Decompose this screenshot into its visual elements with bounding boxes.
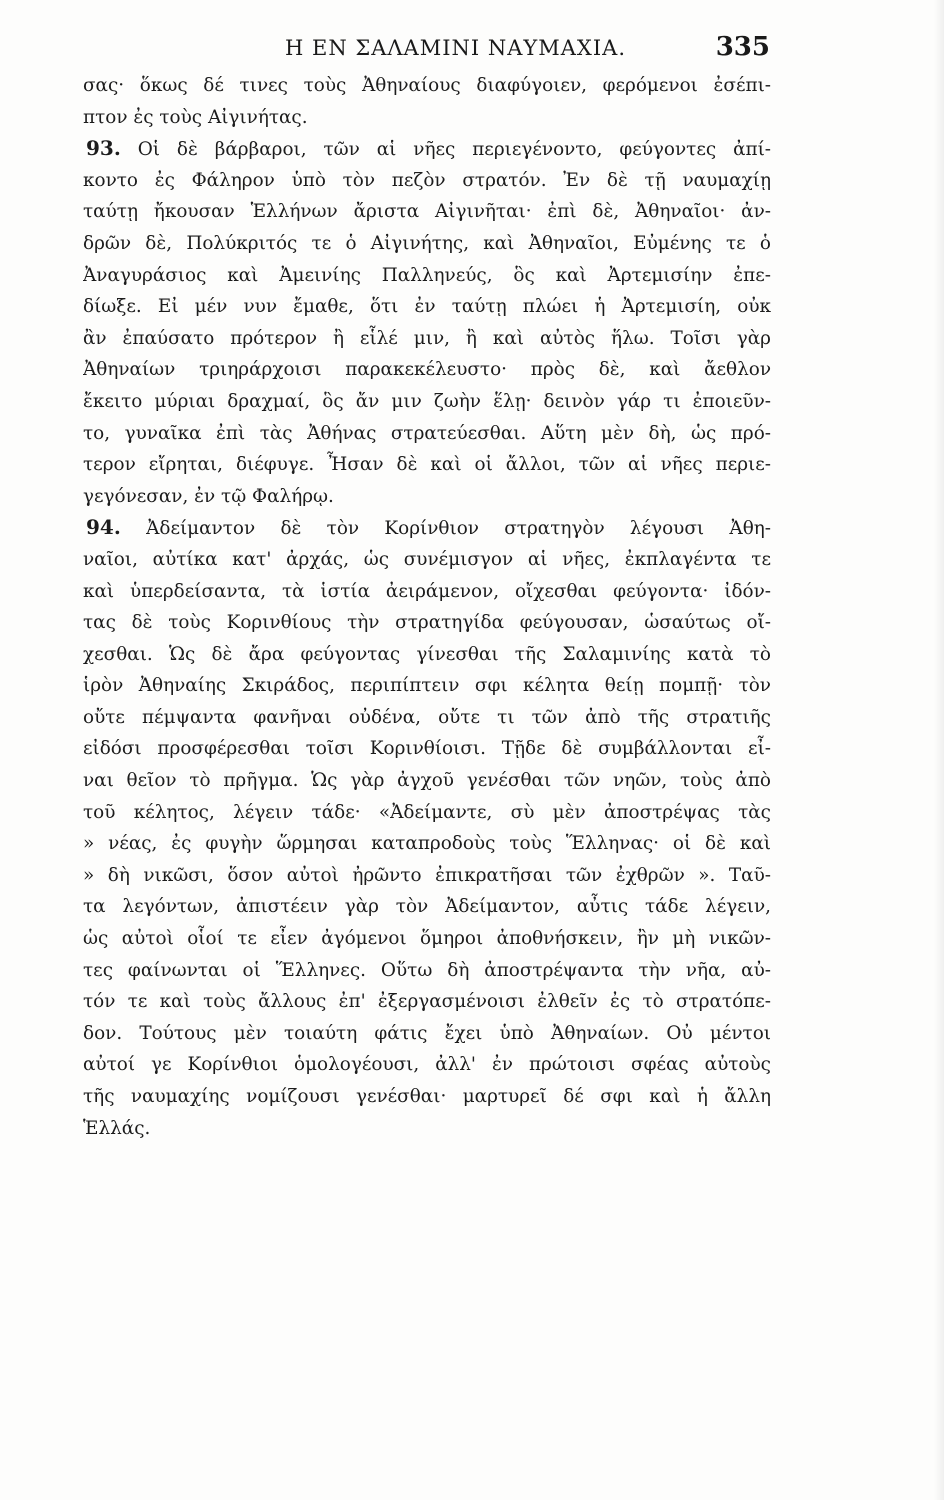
line-text: τας δὲ τοὺς Κορινθίους τὴν στρατηγίδα φεύγουσαν, ὡσαύτως οἴ- [83,612,771,634]
line-text: Ἀναγυράσιος καὶ Ἀμεινίης Παλληνεύς, ὃς καὶ Ἀρτεμισίην ἐπε- [83,264,771,286]
line-text: Ἑλλάς. [83,1117,151,1139]
line-text: τες φαίνωνται οἱ Ἕλληνες. Οὕτω δὴ ἀποστρέψαντα τὴν νῆα, αὐ- [83,959,771,981]
text-line [83,797,771,829]
text-line [83,512,771,544]
line-text: ἂν ἐπαύσατο πρότερον ἢ εἷλέ μιν, ἢ καὶ αὐτὸς ἥλω. Τοῖσι γὰρ [83,327,771,349]
text-line [83,955,771,987]
line-text: » δὴ νικῶσι, ὅσον αὐτοὶ ἠρῶντο ἐπικρατῆσαι τῶν ἐχθρῶν ». Ταῦ- [83,864,771,886]
text-line [83,133,771,165]
text-line [83,165,771,197]
text-line [83,418,771,450]
text-line [83,196,771,228]
line-text: Ἀδείμαντον δὲ τὸν Κορίνθιον στρατηγὸν λέγουσι Ἀθη- [120,518,771,540]
line-text: ἱρὸν Ἀθηναίης Σκιράδος, περιπίπτειν σφι κέλητα θείῃ πομπῇ· τὸν [83,675,771,697]
line-text: κοντο ἐς Φάληρον ὑπὸ τὸν πεζὸν στρατόν. Ἐν δὲ τῇ ναυμαχίῃ [83,169,771,191]
text-line [83,891,771,923]
line-text: οὔτε πέμψαντα φανῆναι οὐδένα, οὔτε τι τῶν ἀπὸ τῆς στρατιῆς [83,706,771,728]
line-text: χεσθαι. Ὡς δὲ ἄρα φεύγοντας γίνεσθαι τῆς Σαλαμινίης κατὰ τὸ [83,643,771,665]
page-number: 335 [715,32,770,62]
section-number: 94. [86,515,121,540]
text-line [83,481,771,513]
line-text: εἰδόσι προσφέρεσθαι τοῖσι Κορινθίοισι. Τῇδε δὲ συμβάλλονται εἶ- [83,738,771,760]
line-text: τῆς ναυμαχίης νομίζουσι γενέσθαι· μαρτυρεῖ δέ σφι καὶ ἡ ἄλλη [83,1086,771,1107]
line-text: καὶ ὑπερδείσαντα, τὰ ἱστία ἀειράμενον, οἴχεσθαι φεύγοντα· ἰδόν- [83,580,771,602]
text-line [83,986,771,1018]
text-line [83,828,771,860]
text-line [83,544,771,576]
line-text: τοῦ κέλητος, λέγειν τάδε· «Ἀδείμαντε, σὺ μὲν ἀποστρέψας τὰς [83,801,771,823]
text-line [83,576,771,608]
text-line [83,386,771,418]
text-line [83,228,771,260]
line-text: γεγόνεσαν, ἐν τῷ Φαλήρῳ. [83,485,334,507]
text-line [83,102,771,134]
line-text: τερον εἴρηται, διέφυγε. Ἦσαν δὲ καὶ οἱ ἄλλοι, τῶν αἱ νῆες περιε- [83,454,771,476]
line-text: πτον ἐς τοὺς Αἰγινήτας. [83,106,308,128]
text-line [83,1018,771,1050]
text-line [83,260,771,292]
text-line [83,702,771,734]
section-number: 93. [86,136,121,161]
line-text: » νέας, ἐς φυγὴν ὥρμησαι καταπροδοὺς τοὺς Ἕλληνας· οἱ δὲ καὶ [83,833,771,855]
text-line [83,1113,771,1145]
text-line [83,70,771,102]
running-title: Η ΕΝ ΣΑΛΑΜΙΝΙ ΝΑΥΜΑΧΙΑ. [285,36,627,60]
text-line [83,607,771,639]
line-text: τα λεγόντων, ἀπιστέειν γὰρ τὸν Ἀδείμαντον, αὖτις τάδε λέγειν, [83,896,771,918]
text-line [83,923,771,955]
line-text: το, γυναῖκα ἐπὶ τὰς Ἀθήνας στρατεύεσθαι. Αὕτη μὲν δὴ, ὡς πρό- [83,422,771,444]
line-text: τόν τε καὶ τοὺς ἄλλους ἐπ' ἐξεργασμένοισι ἐλθεῖν ἐς τὸ στρατόπε- [83,991,771,1013]
text-line [83,733,771,765]
line-text: Ἀθηναίων τριηράρχοισι παρακεκέλευστο· πρὸς δὲ, καὶ ἄεθλον [83,359,771,381]
body-text [83,70,771,1144]
text-line [83,670,771,702]
text-line [83,291,771,323]
line-text: ναι θεῖον τὸ πρῆγμα. Ὡς γὰρ ἀγχοῦ γενέσθαι τῶν νηῶν, τοὺς ἀπὸ [83,770,771,792]
line-text: ἔκειτο μύριαι δραχμαί, ὃς ἄν μιν ζωὴν ἕλῃ· δεινὸν γάρ τι ἐποιεῦν- [83,390,771,412]
page-edge-shadow [934,0,944,1500]
line-text: Οἱ δὲ βάρβαροι, τῶν αἱ νῆες περιεγένοντο, φεύγοντες ἀπί- [120,139,771,161]
text-line [83,1049,771,1081]
line-text: ταύτῃ ἤκουσαν Ἑλλήνων ἄριστα Αἰγινῆται· ἐπὶ δὲ, Ἀθηναῖοι· ἀν- [83,201,771,223]
text-line [83,765,771,797]
line-text: σας· ὅκως δέ τινες τοὺς Ἀθηναίους διαφύγοιεν, φερόμενοι ἐσέπι- [83,75,771,96]
line-text: ναῖοι, αὐτίκα κατ' ἀρχάς, ὡς συνέμισγον αἱ νῆες, ἐκπλαγέντα τε [83,548,771,570]
line-text: δίωξε. Εἰ μέν νυν ἔμαθε, ὅτι ἐν ταύτῃ πλώει ἡ Ἀρτεμισίη, οὐκ [83,296,771,318]
text-line [83,1081,771,1113]
line-text: ὡς αὐτοὶ οἷοί τε εἶεν ἀγόμενοι ὅμηροι ἀποθνήσκειν, ἢν μὴ νικῶν- [83,928,771,950]
text-line [83,860,771,892]
text-line [83,639,771,671]
text-line [83,323,771,355]
running-head [80,30,770,70]
line-text: δρῶν δὲ, Πολύκριτός τε ὁ Αἰγινήτης, καὶ Ἀθηναῖοι, Εὐμένης τε ὁ [83,232,771,254]
text-line [83,354,771,386]
text-line [83,449,771,481]
line-text: αὐτοί γε Κορίνθιοι ὁμολογέουσι, ἀλλ' ἐν πρώτοισι σφέας αὐτοὺς [83,1054,771,1076]
line-text: δον. Τούτους μὲν τοιαύτη φάτις ἔχει ὑπὸ Ἀθηναίων. Οὐ μέντοι [83,1022,771,1044]
